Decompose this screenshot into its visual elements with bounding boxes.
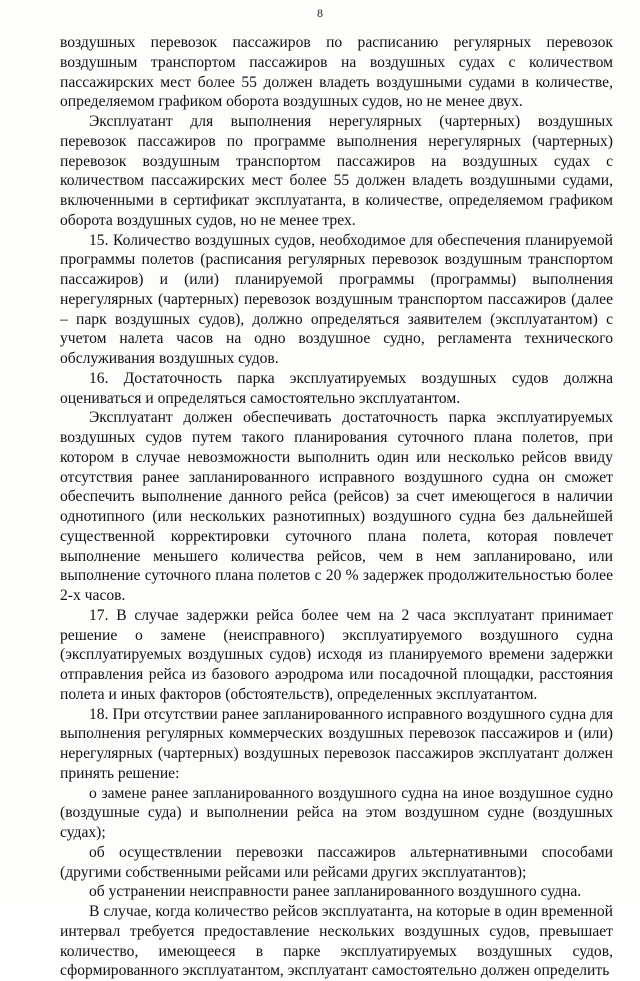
list-item-replace-aircraft: о замене ранее запланированного воздушного судна на иное воздушное судно (воздушные суда) и выполнении рейса на этом воздушном судне (воздушных судах);: [60, 784, 613, 841]
document-body: [60, 33, 613, 981]
paragraph-multiple-flights: В случае, когда количество рейсов эксплуатанта, на которые в один временной интервал требуется предоставление нескольких воздушных судов, превышает количество, имеющееся в парке эксплуатируемых воздушных судов, сформированного эксплуатантом, эксплуатант самостоятельно должен определить: [60, 903, 613, 980]
list-item-alternative-transport: об осуществлении перевозки пассажиров альтернативными способами (другими собственными рейсами или рейсами других эксплуатантов);: [60, 843, 613, 881]
paragraph-17: 17. В случае задержки рейса более чем на 2 часа эксплуатант принимает решение о замене (неисправного) эксплуатируемого воздушного судна (эксплуатируемых воздушных судов) исходя из планируемого времени задержки отправления рейса из базового аэродрома или посадочной площадки, расстояния полета и иных факторов (обстоятельств), определенных эксплуатантом.: [60, 606, 613, 703]
page-number: 8: [317, 6, 323, 20]
paragraph-15: 15. Количество воздушных судов, необходимое для обеспечения планируемой программы полетов (расписания регулярных перевозок воздушным транспортом пассажиров) и (или) планируемой программы (программы) выполнения нерегулярных (чартерных) перевозок воздушным транспортом пассажиров (далее – парк воздушных судов), должно определяться заявителем (эксплуатантом) с учетом налета часов на одно воздушное судно, регламента технического обслуживания воздушных судов.: [60, 231, 613, 367]
paragraph-continuation: воздушных перевозок пассажиров по расписанию регулярных перевозок воздушным транспортом пассажиров на воздушных судах с количеством пассажирских мест более 55 должен владеть воздушными судами в количестве, определяемом графиком оборота воздушных судов, но не менее двух.: [60, 34, 613, 111]
paragraph-fleet-sufficiency: Эксплуатант должен обеспечивать достаточность парка эксплуатируемых воздушных судов путем такого планирования суточного плана полетов, при котором в случае невозможности выполнить один или несколько рейсов ввиду отсутствия ранее запланированного исправного воздушного судна он сможет обеспечить выполнение данного рейса (рейсов) за счет имеющегося в наличии однотипного (или нескольких разнотипных) воздушного судна без дальнейшей существенной корректировки суточного плана полета, которая повлечет выполнение меньшего количества рейсов, чем в нем запланировано, или выполнение суточного плана полетов с 20 % задержек продолжительностью более 2-х часов.: [60, 409, 613, 604]
paragraph-charter-operator: Эксплуатант для выполнения нерегулярных (чартерных) воздушных перевозок пассажиров по программе выполнения нерегулярных (чартерных) перевозок воздушным транспортом пассажиров на воздушных судах с количеством пассажирских мест более 55 должен владеть воздушными судами, включенными в сертификат эксплуатанта, в количестве, определяемом графиком оборота воздушных судов, но не менее трех.: [60, 113, 613, 229]
list-item-fix-fault: об устранении неисправности ранее запланированного воздушного судна.: [89, 883, 582, 901]
paragraph-16: 16. Достаточность парка эксплуатируемых воздушных судов должна оцениваться и определяться самостоятельно эксплуатантом.: [60, 369, 613, 407]
paragraph-18: 18. При отсутствии ранее запланированного исправного воздушного судна для выполнения регулярных коммерческих воздушных перевозок пассажиров и (или) нерегулярных (чартерных) воздушных перевозок пассажиров эксплуатант должен принять решение:: [60, 705, 613, 782]
